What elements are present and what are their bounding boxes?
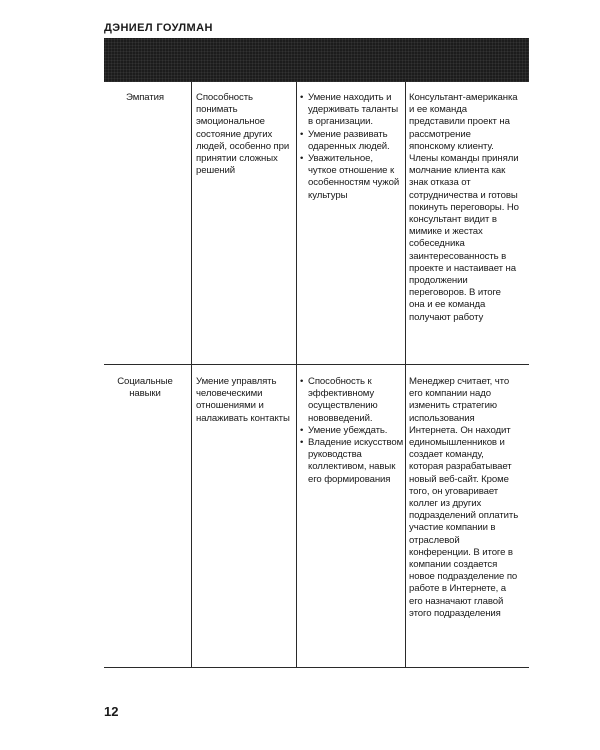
list-item: • Владение искусством руководства коллективом, навык его формирования bbox=[300, 437, 404, 486]
list-item: • Способность к эффективному осуществлению нововведений. bbox=[300, 376, 404, 425]
row-2-skills bbox=[300, 376, 404, 486]
row-1-description: Способность понимать эмоциональное состояние других людей, особенно при принятии сложных решений bbox=[196, 92, 290, 177]
list-item: • Уважительное, чуткое отношение к особенностям чужой культуры bbox=[300, 153, 404, 202]
row-1-skills bbox=[300, 92, 404, 202]
list-item: • Умение развивать одаренных людей. bbox=[300, 129, 404, 153]
row-2-description: Умение управлять человеческими отношениями и налаживать контакты bbox=[196, 376, 290, 424]
list-item: • Умение находить и удерживать таланты в организации. bbox=[300, 92, 404, 129]
row-1-competence: Эмпатия bbox=[126, 92, 164, 103]
table-bottom-border bbox=[104, 667, 529, 668]
page-number: 12 bbox=[104, 704, 119, 719]
header-band bbox=[104, 38, 529, 82]
column-divider-2 bbox=[296, 82, 297, 668]
row-2-competence: Социальные навыки bbox=[117, 376, 173, 400]
list-item: • Умение убеждать. bbox=[300, 425, 404, 437]
row-divider bbox=[104, 364, 529, 365]
column-divider-3 bbox=[405, 82, 406, 668]
column-divider-1 bbox=[191, 82, 192, 668]
row-2-example: Менеджер считает, что его компании надо изменить стратегию использования Интернета. Он находит единомышленников и создает команду, которая разрабатывает новый веб-сайт. Кроме того, он уговаривает коллег из других подразделений оплатить участие компании в отраслевой конференции. В итоге в компании создается новое подразделение по работе в Интернете, а его назначают главой этого подразделения bbox=[409, 376, 519, 619]
running-head: ДЭНИЕЛ ГОУЛМАН bbox=[104, 22, 213, 34]
row-1-example: Консультант-американка и ее команда представили проект на рассмотрение японскому клиенту. Члены команды приняли молчание клиента как знак отказа от сотрудничества и готовы покинуть переговоры. Но консультант видит в мимике и жестах собеседника заинтересованность в проекте и настаивает на продолжении переговоров. В итоге она и ее команда получают работу bbox=[409, 92, 519, 323]
